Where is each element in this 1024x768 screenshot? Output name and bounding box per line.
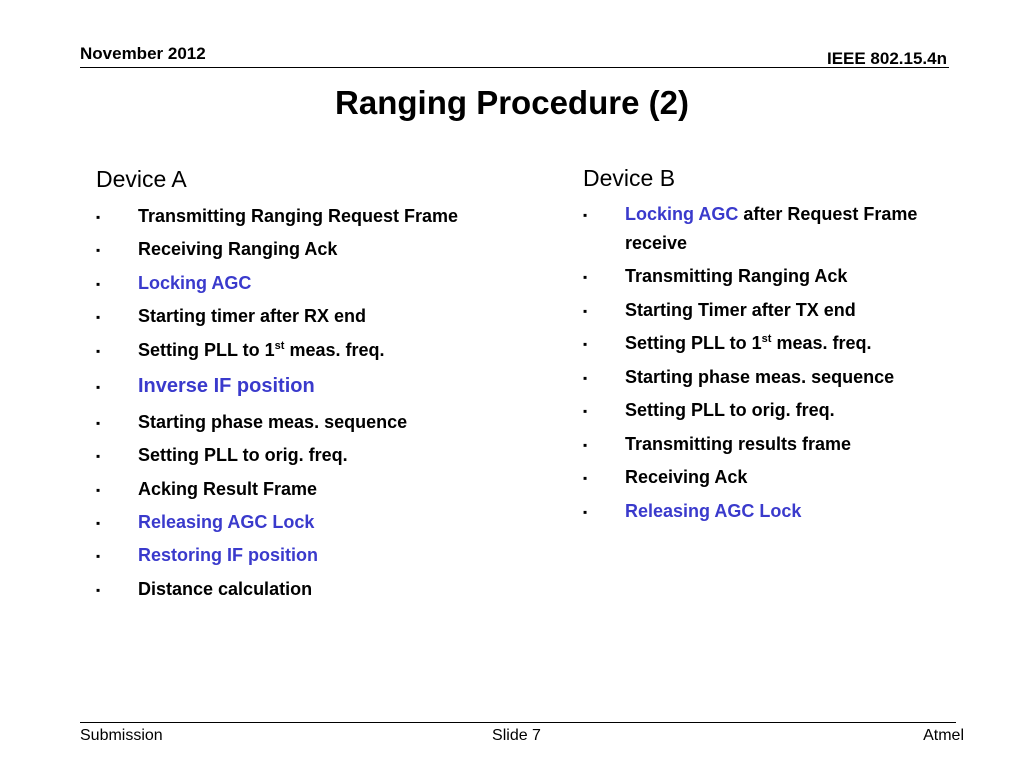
bullet-icon: ▪ [583, 471, 588, 485]
bullet-icon: ▪ [583, 304, 588, 318]
list-item [583, 463, 747, 492]
text-after: after Request Frame [738, 204, 918, 224]
bullet-icon: ▪ [583, 208, 588, 222]
superscript: st [274, 340, 285, 352]
list-item-text: Releasing AGC Lock [625, 501, 802, 521]
list-item-text [625, 329, 872, 358]
bullet-icon: ▪ [96, 277, 101, 291]
list-item-text: Starting phase meas. sequence [138, 412, 408, 432]
list-item [96, 235, 337, 264]
list-item [583, 329, 872, 358]
list-item [583, 396, 835, 425]
list-item-text: Starting Timer after TX end [625, 300, 856, 320]
device-a-heading: Device A [96, 166, 187, 192]
list-item [583, 200, 917, 229]
text-before: Setting PLL to 1 [625, 333, 762, 353]
header-divider [80, 67, 949, 68]
list-item-text: Transmitting results frame [625, 434, 852, 454]
bullet-icon: ▪ [96, 344, 101, 358]
list-item [96, 475, 317, 504]
list-item-text: Releasing AGC Lock [138, 512, 315, 532]
bullet-icon: ▪ [96, 210, 101, 224]
list-item [583, 262, 847, 291]
list-item-text: Locking AGC [138, 273, 252, 293]
list-item [96, 269, 251, 298]
header-standard: IEEE 802.15.4n [826, 49, 947, 68]
list-item-text: Receiving Ack [625, 467, 748, 487]
footer-slide-number: Slide 7 [492, 727, 541, 744]
list-item-text: Restoring IF position [138, 545, 318, 565]
bullet-icon: ▪ [583, 371, 588, 385]
list-item-text: Transmitting Ranging Request Frame [138, 206, 459, 226]
list-item-text: Inverse IF position [138, 375, 315, 397]
list-item-text: Receiving Ranging Ack [138, 239, 338, 259]
list-item [583, 296, 856, 325]
device-b-heading: Device B [583, 165, 676, 191]
text-after: meas. freq. [284, 340, 385, 360]
slide-title: Ranging Procedure (2) [335, 84, 689, 121]
list-item [583, 497, 801, 526]
footer-company: Atmel [923, 727, 964, 744]
footer-submission: Submission [80, 727, 163, 744]
text-after: meas. freq. [771, 333, 872, 353]
bullet-icon: ▪ [96, 243, 101, 257]
list-item [96, 302, 366, 331]
bullet-icon: ▪ [96, 483, 101, 497]
bullet-icon: ▪ [96, 583, 101, 597]
list-item [96, 336, 385, 365]
list-item-text [138, 336, 385, 365]
list-item-text: Setting PLL to orig. freq. [625, 400, 835, 420]
bullet-icon: ▪ [96, 516, 101, 530]
header-date: November 2012 [80, 44, 206, 63]
list-item-text: Transmitting Ranging Ack [625, 266, 848, 286]
bullet-icon: ▪ [96, 310, 101, 324]
bullet-icon: ▪ [96, 449, 101, 463]
bullet-icon: ▪ [583, 505, 588, 519]
list-item [96, 372, 315, 401]
list-item-text: Setting PLL to orig. freq. [138, 445, 348, 465]
bullet-icon: ▪ [583, 270, 588, 284]
bullet-icon: ▪ [583, 438, 588, 452]
list-item [96, 508, 314, 537]
bullet-icon: ▪ [583, 404, 588, 418]
list-item [96, 202, 458, 231]
list-item-text: Acking Result Frame [138, 479, 318, 499]
list-item-text: Starting phase meas. sequence [625, 367, 895, 387]
list-item-continuation: receive [625, 233, 688, 253]
list-item-text: Distance calculation [138, 579, 313, 599]
superscript: st [761, 333, 772, 345]
footer-divider [80, 722, 956, 723]
list-item [96, 441, 348, 470]
list-item [96, 541, 318, 570]
text-before: Setting PLL to 1 [138, 340, 275, 360]
list-item [96, 408, 407, 437]
highlight-text: Locking AGC [625, 204, 739, 224]
list-item [583, 430, 851, 459]
bullet-icon: ▪ [96, 380, 101, 394]
bullet-icon: ▪ [96, 549, 101, 563]
list-item-text: Starting timer after RX end [138, 306, 367, 326]
list-item-text [625, 200, 917, 229]
bullet-icon: ▪ [96, 416, 101, 430]
list-item [583, 363, 894, 392]
list-item [96, 575, 312, 604]
bullet-icon: ▪ [583, 337, 588, 351]
